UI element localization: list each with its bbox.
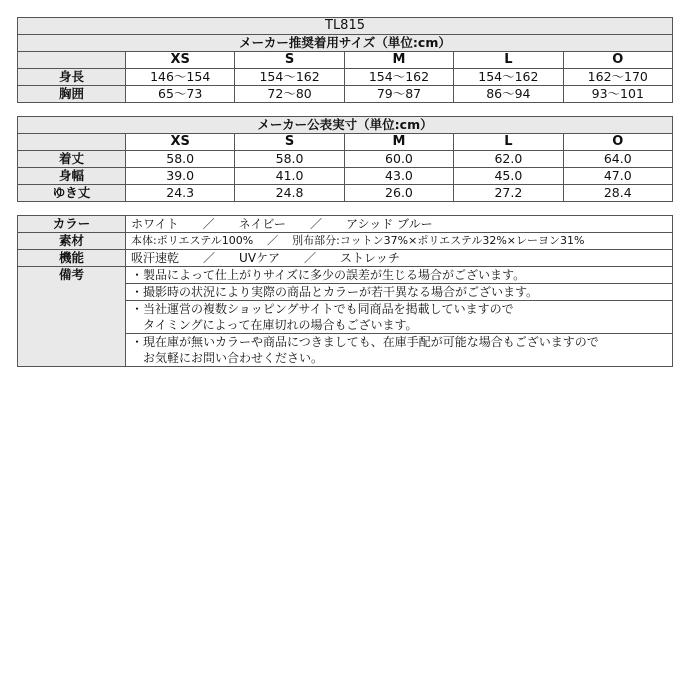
color-label: カラー	[18, 216, 126, 233]
info-row-color	[18, 216, 673, 233]
table-cell: 43.0	[344, 168, 453, 185]
table-row	[18, 151, 673, 168]
notes-label: 備考	[18, 267, 126, 367]
header-blank-cell	[18, 52, 126, 69]
info-row-material	[18, 233, 673, 250]
note-line: お気軽にお問い合わせください。	[126, 350, 673, 367]
info-row-function	[18, 250, 673, 267]
size-header-xs: XS	[126, 52, 235, 69]
table-row	[18, 168, 673, 185]
table-cell: 26.0	[344, 185, 453, 202]
table-cell: 64.0	[563, 151, 672, 168]
recommended-size-title: メーカー推奨着用サイズ（単位:cm）	[18, 35, 673, 52]
table-cell: 154〜162	[344, 69, 453, 86]
color-values	[126, 216, 673, 233]
table-cell: 62.0	[454, 151, 563, 168]
table-cell: 45.0	[454, 168, 563, 185]
table-cell: 28.4	[563, 185, 672, 202]
row-label-width: 身幅	[18, 168, 126, 185]
size-header-s: S	[235, 52, 344, 69]
material-label: 素材	[18, 233, 126, 250]
size-header-xs: XS	[126, 134, 235, 151]
table-row	[18, 69, 673, 86]
function-item: UVケア	[239, 251, 281, 265]
color-item: アシッド ブルー	[345, 217, 433, 231]
color-item: ネイビー	[238, 217, 286, 231]
table-cell: 146〜154	[126, 69, 235, 86]
function-item: ストレッチ	[340, 251, 400, 265]
table-cell: 24.3	[126, 185, 235, 202]
table-cell: 79〜87	[344, 86, 453, 103]
table-cell: 72〜80	[235, 86, 344, 103]
size-header-o: O	[563, 52, 672, 69]
size-header-s: S	[235, 134, 344, 151]
function-item: 吸汗速乾	[131, 251, 180, 265]
function-label: 機能	[18, 250, 126, 267]
size-header-row	[18, 52, 673, 69]
separator: ／	[203, 251, 216, 265]
table-cell: 154〜162	[235, 69, 344, 86]
header-blank-cell	[18, 134, 126, 151]
size-header-m: M	[344, 134, 453, 151]
product-info-table	[17, 215, 673, 367]
separator: ／	[202, 217, 215, 231]
note-line: ・当社運営の複数ショッピングサイトでも同商品を掲載していますので	[126, 301, 673, 318]
table-cell: 39.0	[126, 168, 235, 185]
row-label-length: 着丈	[18, 151, 126, 168]
row-label-sleeve: ゆき丈	[18, 185, 126, 202]
table-cell: 154〜162	[454, 69, 563, 86]
row-label-height: 身長	[18, 69, 126, 86]
product-code: TL815	[18, 18, 673, 35]
table-row	[18, 86, 673, 103]
note-line: タイミングによって在庫切れの場合もございます。	[126, 317, 673, 334]
table-row	[18, 185, 673, 202]
table-cell: 86〜94	[454, 86, 563, 103]
actual-size-table	[17, 116, 673, 202]
table-cell: 47.0	[563, 168, 672, 185]
table-cell: 41.0	[235, 168, 344, 185]
row-label-chest: 胸囲	[18, 86, 126, 103]
material-item: 本体:ポリエステル100%	[131, 234, 254, 247]
table-cell: 60.0	[344, 151, 453, 168]
recommended-size-table	[17, 17, 673, 103]
table-cell: 27.2	[454, 185, 563, 202]
note-line: ・撮影時の状況により実際の商品とカラーが若干異なる場合がございます。	[126, 284, 673, 301]
separator: ／	[267, 234, 279, 247]
separator: ／	[304, 251, 317, 265]
note-line: ・現在庫が無いカラーや商品につきましても、在庫手配が可能な場合もございますので	[126, 334, 673, 351]
info-row-notes	[18, 267, 673, 284]
size-header-row	[18, 134, 673, 151]
table-cell: 58.0	[235, 151, 344, 168]
function-values	[126, 250, 673, 267]
size-header-m: M	[344, 52, 453, 69]
material-values	[126, 233, 673, 250]
table-cell: 65〜73	[126, 86, 235, 103]
size-header-l: L	[454, 52, 563, 69]
table-cell: 24.8	[235, 185, 344, 202]
color-item: ホワイト	[131, 217, 179, 231]
size-header-l: L	[454, 134, 563, 151]
table-cell: 162〜170	[563, 69, 672, 86]
actual-size-title: メーカー公表実寸（単位:cm）	[18, 117, 673, 134]
note-line: ・製品によって仕上がりサイズに多少の誤差が生じる場合がございます。	[126, 267, 673, 284]
material-item: 別布部分:コットン37%×ポリエステル32%×レーヨン31%	[292, 234, 585, 247]
table-cell: 58.0	[126, 151, 235, 168]
separator: ／	[309, 217, 322, 231]
size-header-o: O	[563, 134, 672, 151]
table-cell: 93〜101	[563, 86, 672, 103]
